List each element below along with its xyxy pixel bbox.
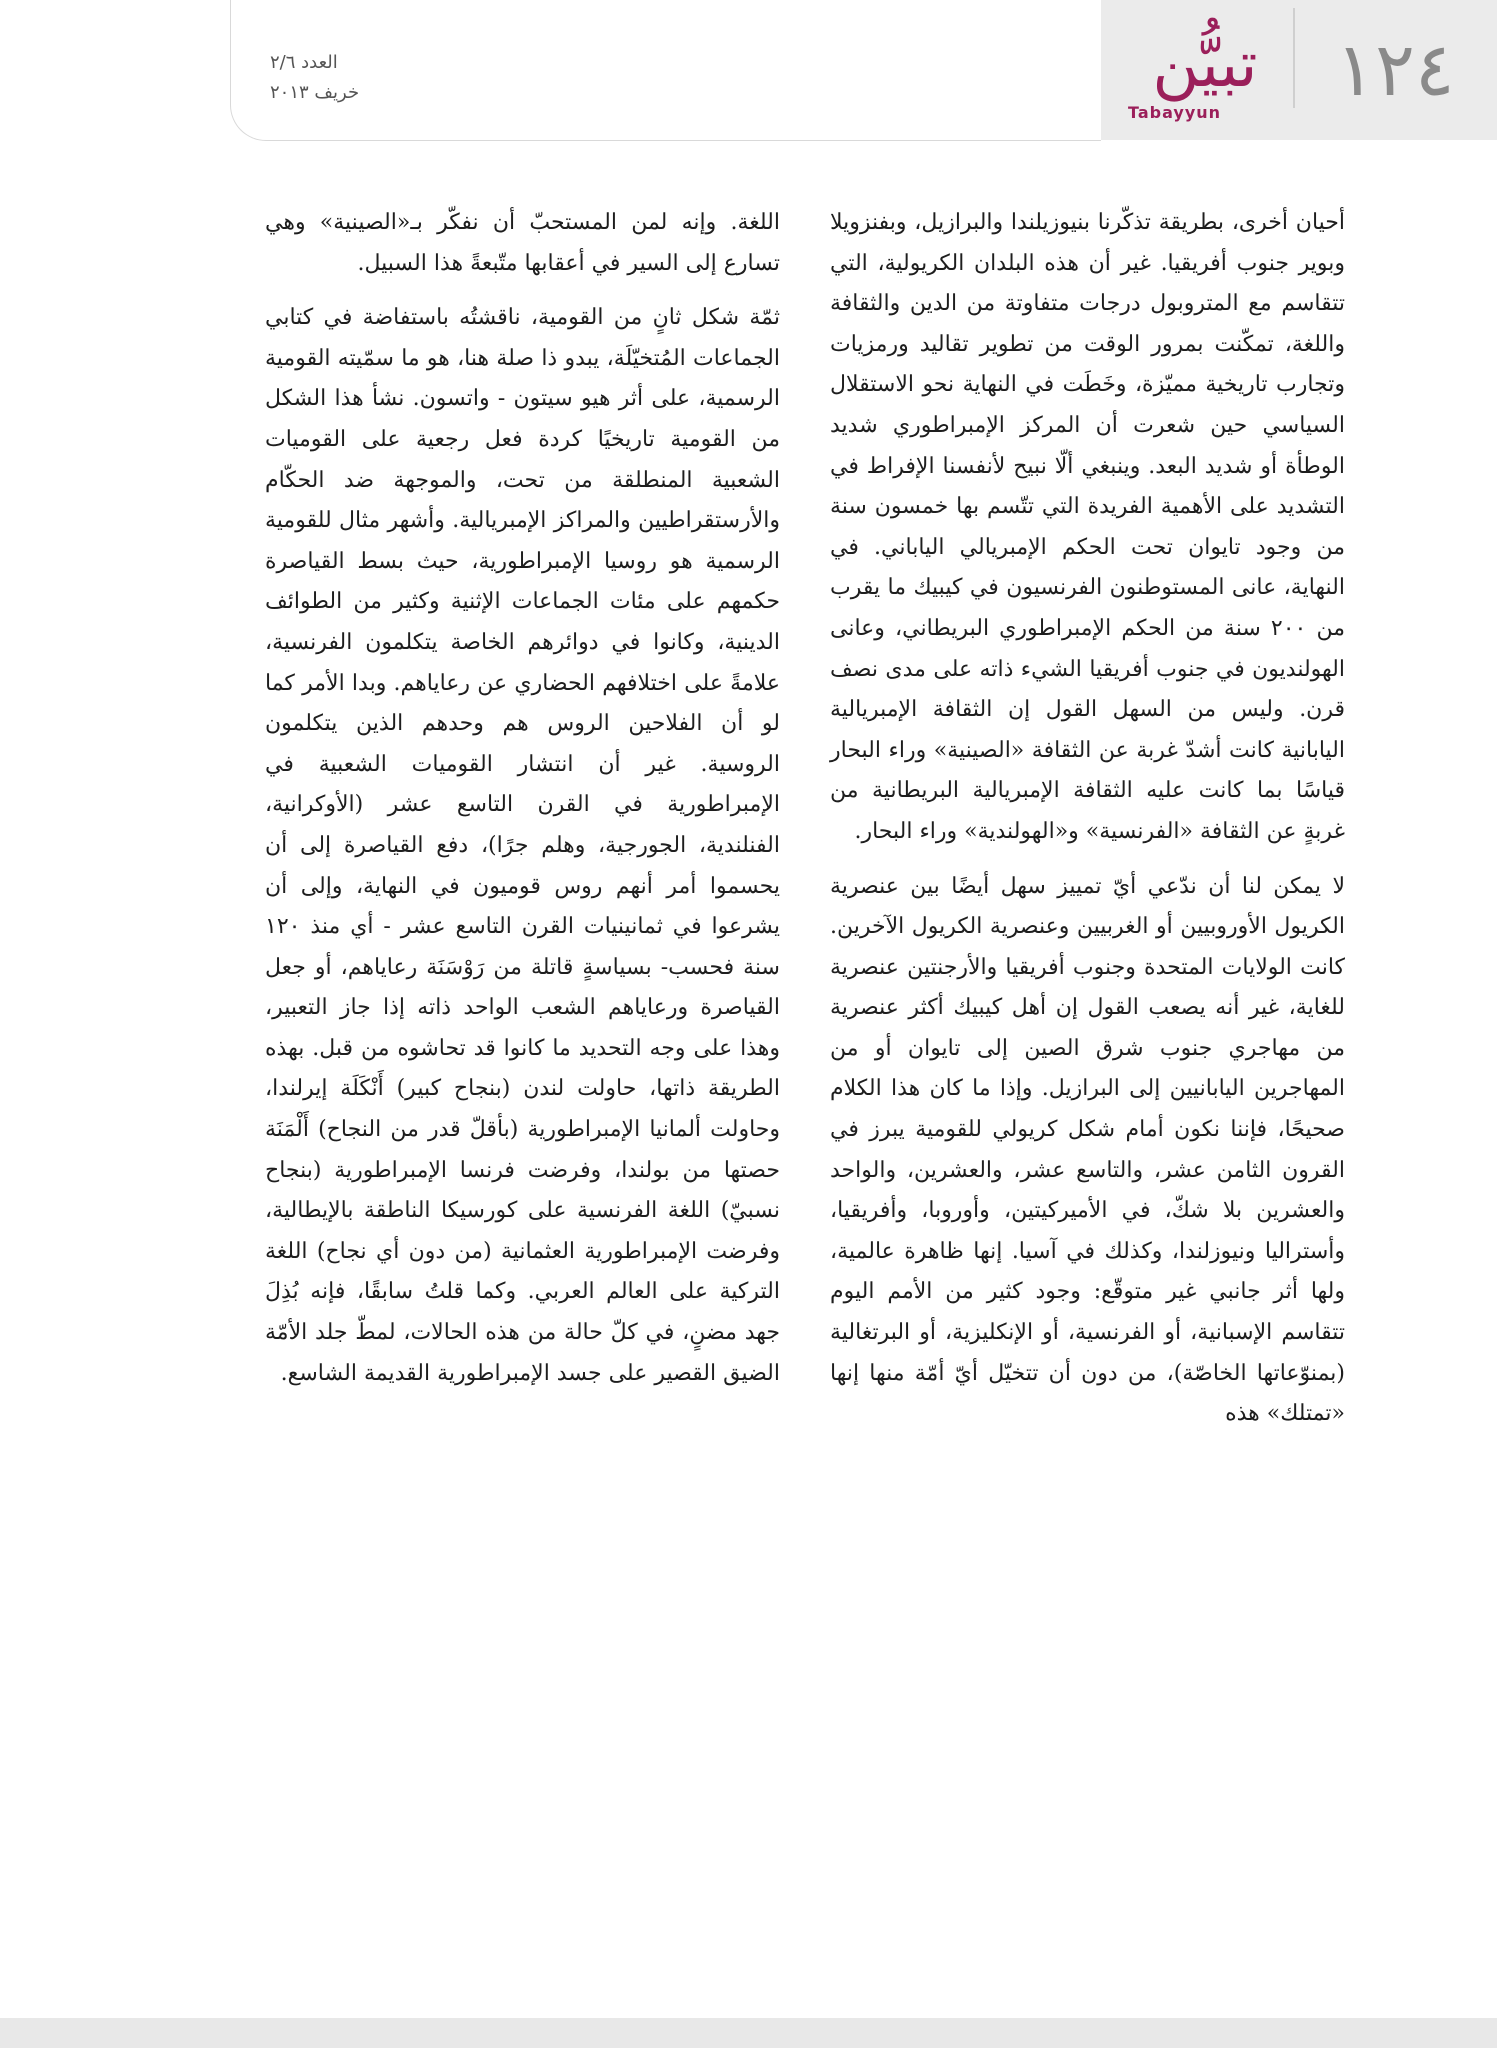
page-number: ١٢٤ [1335,27,1455,113]
header-divider [1293,8,1295,108]
paragraph: أحيان أخرى، بطريقة تذكّرنا بنيوزيلندا والبرازيل، وبفنزويلا وبوير جنوب أفريقيا. غير أن هذه البلدان الكريولية، التي تتقاسم مع المتروبول درجات متفاوتة من الدين والثقافة واللغة، تمكّنت بمرور الوقت من تطوير تقاليد ورمزيات وتجارب تاريخية مميّزة، وخَطَت في النهاية نحو الاستقلال السياسي حين شعرت أن المركز الإمبراطوري شديد الوطأة أو شديد البعد. وينبغي ألّا نبيح لأنفسنا الإفراط في التشديد على الأهمية الفريدة التي تتّسم بها خمسون سنة من وجود تايوان تحت الحكم الإمبريالي الياباني. في النهاية، عانى المستوطنون الفرنسيون في كيبيك ما يقرب من ٢٠٠ سنة من الحكم الإمبراطوري البريطاني، وعانى الهولنديون في جنوب أفريقيا الشيء ذاته على مدى نصف قرن. وليس من السهل القول إن الثقافة الإمبريالية اليابانية كانت أشدّ غربة عن الثقافة «الصينية» وراء البحار قياسًا بما كانت عليه الثقافة الإمبريالية البريطانية من غربةٍ عن الثقافة «الفرنسية» و«الهولندية» وراء البحار. [830,210,1345,844]
footer-bar [0,2018,1497,2048]
paragraph: ثمّة شكل ثانٍ من القومية، ناقشتُه باستفاضة في كتابي الجماعات المُتخيّلَة، يبدو ذا صلة هنا، هو ما سمّيته القومية الرسمية، على أثر هيو سيتون - واتسون. نشأ هذا الشكل من القومية تاريخيًا كردة فعل رجعية على القوميات الشعبية المنطلقة من تحت، والموجهة ضد الحكّام والأرستقراطيين والمراكز الإمبريالية. وأشهر مثال للقومية الرسمية هو روسيا الإمبراطورية، حيث بسط القياصرة حكمهم على مئات الجماعات الإثنية وكثير من الطوائف الدينية، وكانوا في دوائرهم الخاصة يتكلمون الفرنسية، علامةً على اختلافهم الحضاري عن رعاياهم. وبدا الأمر كما لو أن الفلاحين الروس هم وحدهم الذين يتكلمون الروسية. غير أن انتشار القوميات الشعبية في الإمبراطورية في القرن التاسع عشر (الأوكرانية، الفنلندية، الجورجية، وهلم جرًا)، دفع القياصرة إلى أن يحسموا أمر أنهم روس قوميون في النهاية، وإلى أن يشرعوا في ثمانينيات القرن التاسع عشر - أي منذ ١٢٠ سنة فحسب- بسياسةٍ قاتلة من رَوْسَنَة رعاياهم، أو جعل القياصرة ورعاياهم الشعب الواحد ذاته إذا جاز التعبير، وهذا على وجه التحديد ما كانوا قد تحاشوه من قبل. بهذه الطريقة ذاتها، حاولت لندن (بنجاح كبير) أَنْكَلَة إيرلندا، وحاولت ألمانيا الإمبراطورية (بأقلّ قدر من النجاح) أَلْمَنَة حصتها من بولندا، وفرضت فرنسا الإمبراطورية (بنجاح نسبيّ) اللغة الفرنسية على كورسيكا الناطقة بالإيطالية، وفرضت الإمبراطورية العثمانية (من دون أي نجاح) اللغة التركية على العالم العربي. وكما قلتُ سابقًا، فإنه بُذِلَ جهد مضنٍ، في كلّ حالة من هذه الحالات، لمطّ جلد الأمّة الضيق القصير على جسد الإمبراطورية القديمة الشاسع. [265,305,780,1386]
issue-info [270,48,470,108]
issue-label: العدد ٢/٦ [270,52,338,73]
journal-logo-arabic: تبيُّن [1152,28,1258,102]
season-label: خريف ٢٠١٣ [270,82,360,103]
journal-logo-latin: Tabayyun [1128,103,1222,122]
text-column-left [265,203,780,1408]
paragraph: لا يمكن لنا أن ندّعي أيّ تمييز سهل أيضًا بين عنصرية الكريول الأوروبيين أو الغربيين وعنصرية الكريول الآخرين. كانت الولايات المتحدة وجنوب أفريقيا والأرجنتين عنصرية للغاية، غير أنه يصعب القول إن أهل كيبيك أكثر عنصرية من مهاجري جنوب شرق الصين إلى تايوان أو من المهاجرين اليابانيين إلى البرازيل. وإذا ما كان هذا الكلام صحيحًا، فإننا نكون أمام شكل كريولي للقومية يبرز في القرون الثامن عشر، والتاسع عشر، والعشرين، والواحد والعشرين بلا شكّ، في الأميركيتين، وأوروبا، وأفريقيا، وأستراليا ونيوزلندا، وكذلك في آسيا. إنها ظاهرة عالمية، ولها أثر جانبي غير متوقّع: وجود كثير من الأمم اليوم تتقاسم الإسبانية، أو الفرنسية، أو الإنكليزية، أو البرتغالية (بمنوّعاتها الخاصّة)، من دون أن تتخيّل أيّ أمّة منها إنها «تمتلك» هذه [830,873,1345,1427]
text-column-right [830,203,1345,1449]
paragraph: اللغة. وإنه لمن المستحبّ أن نفكّر بـ«الصينية» وهي تسارع إلى السير في أعقابها متّبعةً هذا السبيل. [265,210,780,276]
